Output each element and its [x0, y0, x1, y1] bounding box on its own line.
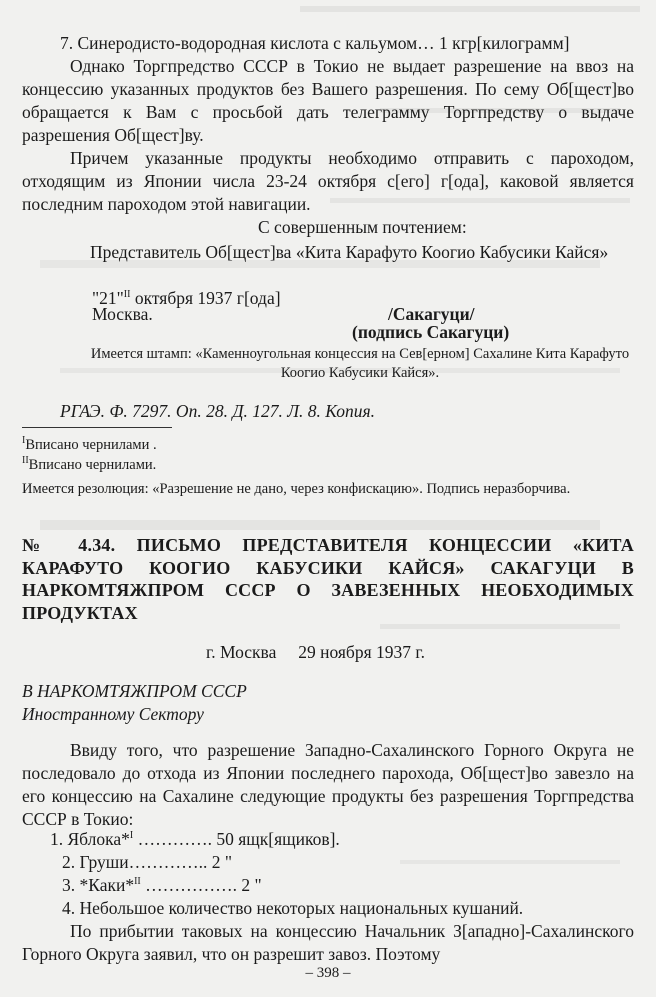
- list-item-quantity: 2 ": [211, 852, 233, 872]
- list-item: [50, 874, 634, 897]
- closing-phrase: С совершенным почтением:: [258, 217, 467, 237]
- addressee-organization: В НАРКОМТЯЖПРОМ СССР: [22, 681, 247, 701]
- footnote-2-mark: II: [22, 455, 29, 467]
- paragraph-4: По прибытии таковых на концессию Начальник З[ападно]-Сахалинского Горного Округа заявил, что он разрешит завоз. Поэтому: [22, 921, 634, 964]
- list-item-quantity: 50 ящк[ящиков].: [216, 829, 340, 849]
- list-item-leader: ………….: [133, 829, 217, 849]
- letter-city: Москва.: [92, 304, 153, 324]
- document-heading: № 4.34. ПИСЬМО ПРЕДСТАВИТЕЛЯ КОНЦЕССИИ «КИТА КАРАФУТО КООГИО КАБУСИКИ КАЙСЯ» САКАГУЦИ В НАРКОМТЯЖПРОМ СССР О ЗАВЕЗЕННЫХ НЕОБХОДИМЫХ ПРОДУКТАХ: [22, 535, 634, 623]
- list-item-quantity: 2 ": [241, 875, 262, 895]
- date-month-year: октября 1937 г[ода]: [130, 288, 281, 308]
- archive-reference: РГАЭ. Ф. 7297. Оп. 28. Д. 127. Л. 8. Копия.: [60, 401, 376, 421]
- list-item-name: Яблока*: [67, 829, 130, 849]
- footnote-2-text: Вписано чернилами.: [28, 457, 157, 473]
- signature-name: /Сакагуци/: [388, 304, 475, 324]
- footnote-1-text: Вписано чернилами .: [25, 437, 157, 453]
- signature-note: (подпись Сакагуци): [352, 322, 510, 342]
- page-number: – 398 –: [305, 965, 351, 981]
- addressee-department: Иностранному Сектору: [22, 704, 204, 724]
- footnote-1: [22, 436, 634, 455]
- document-place-date: г. Москва 29 ноября 1937 г.: [206, 642, 425, 662]
- stamp-note: Имеется штамп: «Каменноугольная концессия на Сев[ерном] Сахалине Кита Карафуто Коогио Кабусики Кайся».: [90, 346, 630, 381]
- list-item-name: Груши: [79, 852, 129, 872]
- paragraph-2: Причем указанные продукты необходимо отправить с пароходом, отходящим из Японии числа 23-24 октября с[его] г[ода], каковой является последним пароходом этой навигации.: [22, 148, 634, 214]
- list-item: [50, 897, 634, 920]
- list-item: [50, 851, 634, 874]
- paragraph-3: Ввиду того, что разрешение Западно-Сахалинского Горного Округа не последовало до отхода из Японии последнего парохода, Об[щест]во завезло на его концессию на Сахалине следующие продукты без разрешения Торгпредства СССР в Токио:: [22, 740, 634, 829]
- footnote-separator: [22, 427, 172, 428]
- footnote-marker-2: II: [134, 876, 141, 888]
- list-item-leader: …………….: [140, 875, 242, 895]
- footnote-1-mark: I: [22, 435, 26, 447]
- list-item-number: 2.: [62, 852, 76, 872]
- resolution-note: Имеется резолюция: «Разрешение не дано, через конфискацию». Подпись неразборчива.: [22, 481, 571, 497]
- top-item: 7. Синеродисто-водородная кислота с кальумом… 1 кгр[килограмм]: [60, 33, 570, 53]
- list-item-name: Небольшое количество некоторых национальных кушаний.: [79, 898, 524, 918]
- footnote-2: [22, 456, 634, 475]
- representative-line: Представитель Об[щест]ва «Кита Карафуто Коогио Кабусики Кайся»: [90, 242, 609, 262]
- date-day: "21": [92, 288, 124, 308]
- list-item-number: 1.: [50, 829, 64, 849]
- product-list: [50, 828, 634, 920]
- list-item: [50, 828, 634, 851]
- footnote-marker-2: II: [123, 289, 131, 301]
- paragraph-1: Однако Торгпредство СССР в Токио не выдает разрешение на ввоз на концессию указанных продуктов без Вашего разрешения. По сему Об[щест]во обращается к Вам с просьбой дать телеграмму Торгпредству о выдаче разрешения Об[щест]ву.: [22, 56, 634, 145]
- list-item-number: 4.: [62, 898, 76, 918]
- list-item-number: 3.: [62, 875, 76, 895]
- list-item-leader: …………..: [128, 852, 212, 872]
- list-item-name: *Каки*: [79, 875, 135, 895]
- footnote-marker-1: I: [129, 830, 134, 842]
